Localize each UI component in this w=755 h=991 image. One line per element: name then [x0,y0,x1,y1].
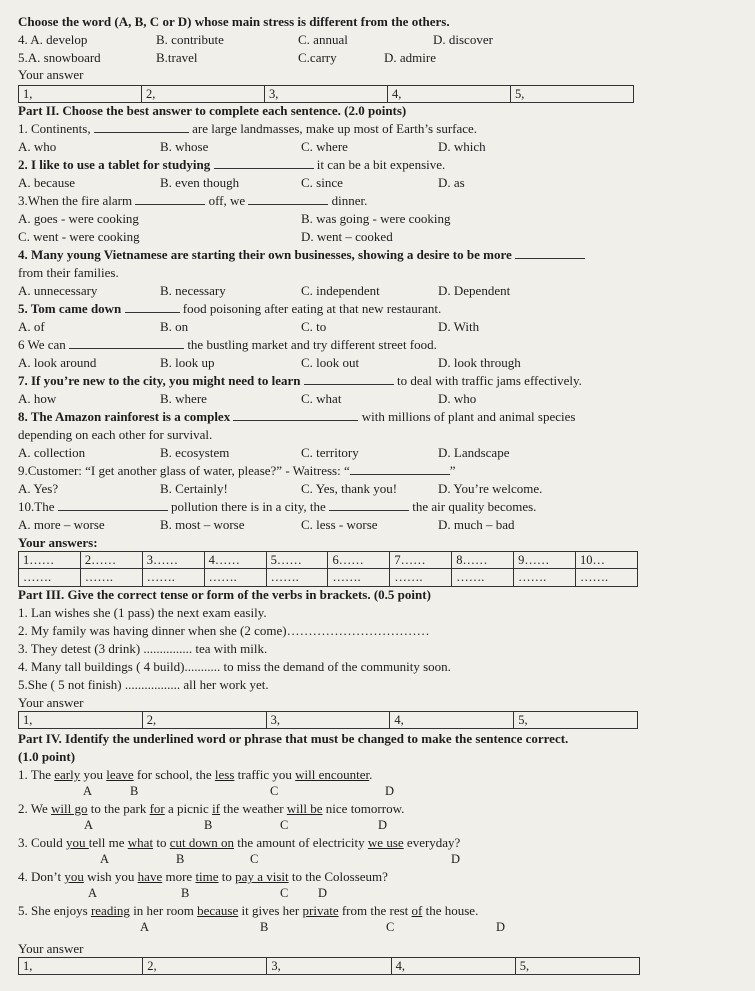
p2-q10-d: D. much – bad [438,517,515,532]
p3-line-1: 1. Lan wishes she (1 pass) the next exam easily. [18,605,267,620]
answer-cell-5[interactable]: 5, [511,86,634,103]
answer-cell-2[interactable]: 2, [142,712,266,729]
answer-dots: ……. [266,569,328,586]
p2-q4-c: C. independent [301,283,380,298]
p2-q6-c: C. look out [301,355,360,370]
p2-q5-d: D. With [438,319,480,334]
answer-cell-6[interactable]: 6…… [328,552,390,569]
answer-cell-2[interactable]: 2, [143,958,267,975]
p2-q3-stem [18,193,367,210]
answer-cell-5[interactable]: 5, [514,712,638,729]
s4-text: to [218,869,236,884]
letter-d: D [378,818,388,832]
p2-q8-stem-a: 8. The Amazon rainforest is a complex [18,409,234,424]
answer-dots: ……. [204,569,266,586]
p2-q7-stem-b: to deal with traffic jams effectively. [393,373,582,388]
s2-underline-a[interactable]: will go [51,801,88,816]
answer-cell-10[interactable]: 10… [576,552,638,569]
letter-d: D [385,784,395,798]
answer-cell-3[interactable]: 3, [267,958,391,975]
s3-underline-a[interactable]: you [66,835,89,850]
p2-q2-stem-a: 2. I like to use a tablet for studying [18,157,214,172]
part1-instruction: Choose the word (A, B, C or D) whose main stress is different from the others. [18,14,450,29]
p2-q3-stem-b: off, we [205,193,249,208]
p2-q6-stem-b: the bustling market and try different street food. [184,337,437,352]
s2-underline-d[interactable]: will be [286,801,323,816]
s2-text: 2. We [18,801,52,816]
letter-d: D [496,920,506,934]
s3-text: everyday? [403,835,461,850]
p2-q2-stem [18,157,445,174]
s3-text: the amount of electricity [233,835,368,850]
part4-answer-table [18,957,640,975]
s3-text: to [153,835,170,850]
s2-text: nice tomorrow. [322,801,405,816]
part3-answer-table [18,711,638,729]
answer-dots: ……. [142,569,204,586]
p2-q8-a: A. collection [18,445,86,460]
p4-sentence-5 [18,903,478,920]
p2-q9-b: B. Certainly! [160,481,228,496]
p2-q5-c: C. to [301,319,327,334]
p2-q8-stem [18,409,575,426]
s3-text: tell me [88,835,128,850]
q4-option-c: C. annual [298,32,348,47]
part2-title: Part II. Choose the best answer to complete each sentence. (2.0 points) [18,103,407,118]
p2-q2-b: B. even though [160,175,240,190]
letter-b: B [260,920,269,934]
answer-dots: ……. [390,569,452,586]
p2-q7-d: D. who [438,391,477,406]
p2-q6-stem-a: 6 We can [18,337,70,352]
letter-c: C [280,886,289,900]
s4-underline-a[interactable]: you [64,869,84,884]
s1-text: traffic you [234,767,296,782]
p2-q9-d: D. You’re welcome. [438,481,543,496]
p2-q7-b: B. where [160,391,207,406]
part4-points: (1.0 point) [18,749,76,764]
answer-cell-2[interactable]: 2…… [80,552,142,569]
p3-line-5: 5.She ( 5 not finish) ................. all her work yet. [18,677,269,692]
answer-cell-5[interactable]: 5…… [266,552,328,569]
s2-underline-b[interactable]: for [149,801,165,816]
p2-q6-a: A. look around [18,355,97,370]
answer-cell-1[interactable]: 1…… [19,552,81,569]
p2-q1-d: D. which [438,139,486,154]
s1-underline-d[interactable]: will encounter [295,767,370,782]
letter-c: C [280,818,289,832]
answer-cell-1[interactable]: 1, [19,712,143,729]
p2-q7-stem [18,373,582,390]
answer-cell-3[interactable]: 3…… [142,552,204,569]
p2-q5-stem-a: 5. Tom came down [18,301,125,316]
s2-text: the weather [220,801,287,816]
part1-your-answer: Your answer [18,67,84,82]
p2-q8-stem-c: depending on each other for survival. [18,427,213,442]
letter-b: B [204,818,213,832]
part3-title: Part III. Give the correct tense or form of the verbs in brackets. (0.5 point) [18,587,431,602]
p2-q1-stem-b: are large landmasses, make up most of Earth’s surface. [188,121,478,136]
letter-a: A [88,886,98,900]
p2-q5-b: B. on [160,319,189,334]
letter-b: B [130,784,139,798]
answer-cell-4[interactable]: 4, [388,86,511,103]
s2-underline-c[interactable]: if [212,801,221,816]
p2-q10-stem [18,499,536,516]
answer-dots: ……. [452,569,514,586]
p2-q1-c: C. where [301,139,348,154]
p2-q10-stem-c: the air quality becomes. [408,499,537,514]
p2-q9-a: A. Yes? [18,481,59,496]
answer-dots: ……. [80,569,142,586]
s4-text: more [162,869,196,884]
part4-title: Part IV. Identify the underlined word or phrase that must be changed to make the sentence correct. [18,731,569,746]
p4-sentence-3 [18,835,460,852]
part1-answer-table [18,85,634,103]
s5-text: in her room [129,903,198,918]
p2-q9-stem-a: 9.Customer: “I get another glass of water, please?” - Waitress: “ [18,463,350,478]
letter-a: A [100,852,110,866]
p2-q7-a: A. how [18,391,57,406]
letter-a: A [84,818,94,832]
p2-q10-stem-b: pollution there is in a city, the [167,499,329,514]
p2-q3-stem-a: 3.When the fire alarm [18,193,136,208]
s5-underline-b[interactable]: because [197,903,239,918]
s3-underline-d[interactable]: we use [367,835,404,850]
p2-q10-c: C. less - worse [301,517,378,532]
s3-text: 3. Could [18,835,67,850]
s1-underline-b[interactable]: leave [106,767,134,782]
p3-line-3: 3. They detest (3 drink) ............... tea with milk. [18,641,268,656]
s4-underline-d[interactable]: pay a visit [235,869,289,884]
q5-option-c: C.carry [298,50,337,65]
q4-option-d: D. discover [433,32,493,47]
s3-underline-b[interactable]: what [127,835,154,850]
answer-cell-2[interactable]: 2, [142,86,265,103]
s5-underline-a[interactable]: reading [90,903,130,918]
s1-text: for school, the [133,767,215,782]
part2-answer-table [18,551,638,587]
p2-q1-a: A. who [18,139,57,154]
s5-underline-c[interactable]: private [302,903,339,918]
p2-q2-d: D. as [438,175,465,190]
s2-text: a picnic [164,801,213,816]
p2-q4-a: A. unnecessary [18,283,98,298]
part2-your-answers: Your answers: [18,535,98,550]
p2-q10-a: A. more – worse [18,517,105,532]
p2-q10-stem-a: 10.The [18,499,58,514]
answer-cell-4[interactable]: 4…… [204,552,266,569]
p2-q4-stem [18,247,585,264]
p2-q2-a: A. because [18,175,76,190]
answer-dots: ……. [576,569,638,586]
s4-text: to the Colosseum? [288,869,388,884]
q5-option-b: B.travel [156,50,198,65]
p4-sentence-4 [18,869,388,886]
q4-option-b: B. contribute [156,32,224,47]
p2-q5-stem [18,301,441,318]
q4-option-a: 4. A. develop [18,32,88,47]
p4-sentence-2 [18,801,404,818]
p2-q7-c: C. what [301,391,342,406]
p2-q2-c: C. since [301,175,343,190]
part4-your-answer: Your answer [18,941,84,956]
p2-q1-b: B. whose [160,139,209,154]
letter-b: B [181,886,190,900]
p2-q8-stem-b: with millions of plant and animal species [358,409,576,424]
q5-option-a: 5.A. snowboard [18,50,101,65]
p2-q9-c: C. Yes, thank you! [301,481,398,496]
s1-text: . [369,767,373,782]
answer-dots: ……. [328,569,390,586]
p2-q6-d: D. look through [438,355,521,370]
answer-cell-7[interactable]: 7…… [390,552,452,569]
s3-underline-c[interactable]: cut down on [169,835,234,850]
p2-q6-b: B. look up [160,355,215,370]
p2-q3-c: C. went - were cooking [18,229,140,244]
answer-cell-8[interactable]: 8…… [452,552,514,569]
letter-d: D [451,852,461,866]
p2-q7-stem-a: 7. If you’re new to the city, you might need to learn [18,373,304,388]
answer-cell-9[interactable]: 9…… [514,552,576,569]
s1-underline-c[interactable]: less [214,767,235,782]
p2-q4-stem-b: from their families. [18,265,119,280]
answer-dots: ……. [514,569,576,586]
s5-text: the house. [422,903,479,918]
p2-q1-stem [18,121,477,138]
p2-q5-stem-b: food poisoning after eating at that new restaurant. [179,301,442,316]
p2-q3-d: D. went – cooked [301,229,393,244]
s1-text: you [80,767,107,782]
s5-text: it gives her [238,903,303,918]
answer-cell-1[interactable]: 1, [19,86,142,103]
p2-q9-stem [18,463,456,480]
p2-q9-stem-b: ” [449,463,456,478]
s4-underline-b[interactable]: have [137,869,163,884]
s2-text: to the park [87,801,150,816]
letter-c: C [270,784,279,798]
p2-q5-a: A. of [18,319,45,334]
letter-c: C [386,920,395,934]
s4-underline-c[interactable]: time [195,869,219,884]
p4-sentence-1 [18,767,372,784]
p2-q3-stem-c: dinner. [328,193,368,208]
p2-q6-stem [18,337,437,354]
letter-a: A [83,784,93,798]
answer-cell-4[interactable]: 4, [390,712,514,729]
s1-underline-a[interactable]: early [54,767,81,782]
s5-text: from the rest [338,903,412,918]
p3-line-4: 4. Many tall buildings ( 4 build)........... to miss the demand of the community soon. [18,659,451,674]
p2-q3-b: B. was going - were cooking [301,211,451,226]
answer-cell-3[interactable]: 3, [265,86,388,103]
s4-text: wish you [83,869,138,884]
p2-q8-c: C. territory [301,445,359,460]
p2-q10-b: B. most – worse [160,517,245,532]
s1-text: 1. The [18,767,55,782]
answer-cell-1[interactable]: 1, [19,958,143,975]
s4-text: 4. Don’t [18,869,65,884]
p3-line-2: 2. My family was having dinner when she (2 come)…………………………… [18,623,430,638]
answer-cell-3[interactable]: 3, [266,712,390,729]
letter-a: A [140,920,150,934]
p2-q8-b: B. ecosystem [160,445,230,460]
p2-q4-b: B. necessary [160,283,226,298]
q5-option-d: D. admire [384,50,436,65]
s5-text: 5. She enjoys [18,903,91,918]
part3-your-answer: Your answer [18,695,84,710]
p2-q8-d: D. Landscape [438,445,510,460]
letter-b: B [176,852,185,866]
p2-q4-stem-a: 4. Many young Vietnamese are starting their own businesses, showing a desire to be more [18,247,516,262]
p2-q3-a: A. goes - were cooking [18,211,139,226]
answer-cell-4[interactable]: 4, [391,958,515,975]
p2-q2-stem-b: it can be a bit expensive. [313,157,446,172]
s5-underline-d[interactable]: of [411,903,423,918]
p2-q1-stem-a: 1. Continents, [18,121,94,136]
p2-q4-d: D. Dependent [438,283,511,298]
answer-dots: ……. [19,569,81,586]
letter-c: C [250,852,259,866]
letter-d: D [318,886,328,900]
answer-cell-5[interactable]: 5, [515,958,639,975]
